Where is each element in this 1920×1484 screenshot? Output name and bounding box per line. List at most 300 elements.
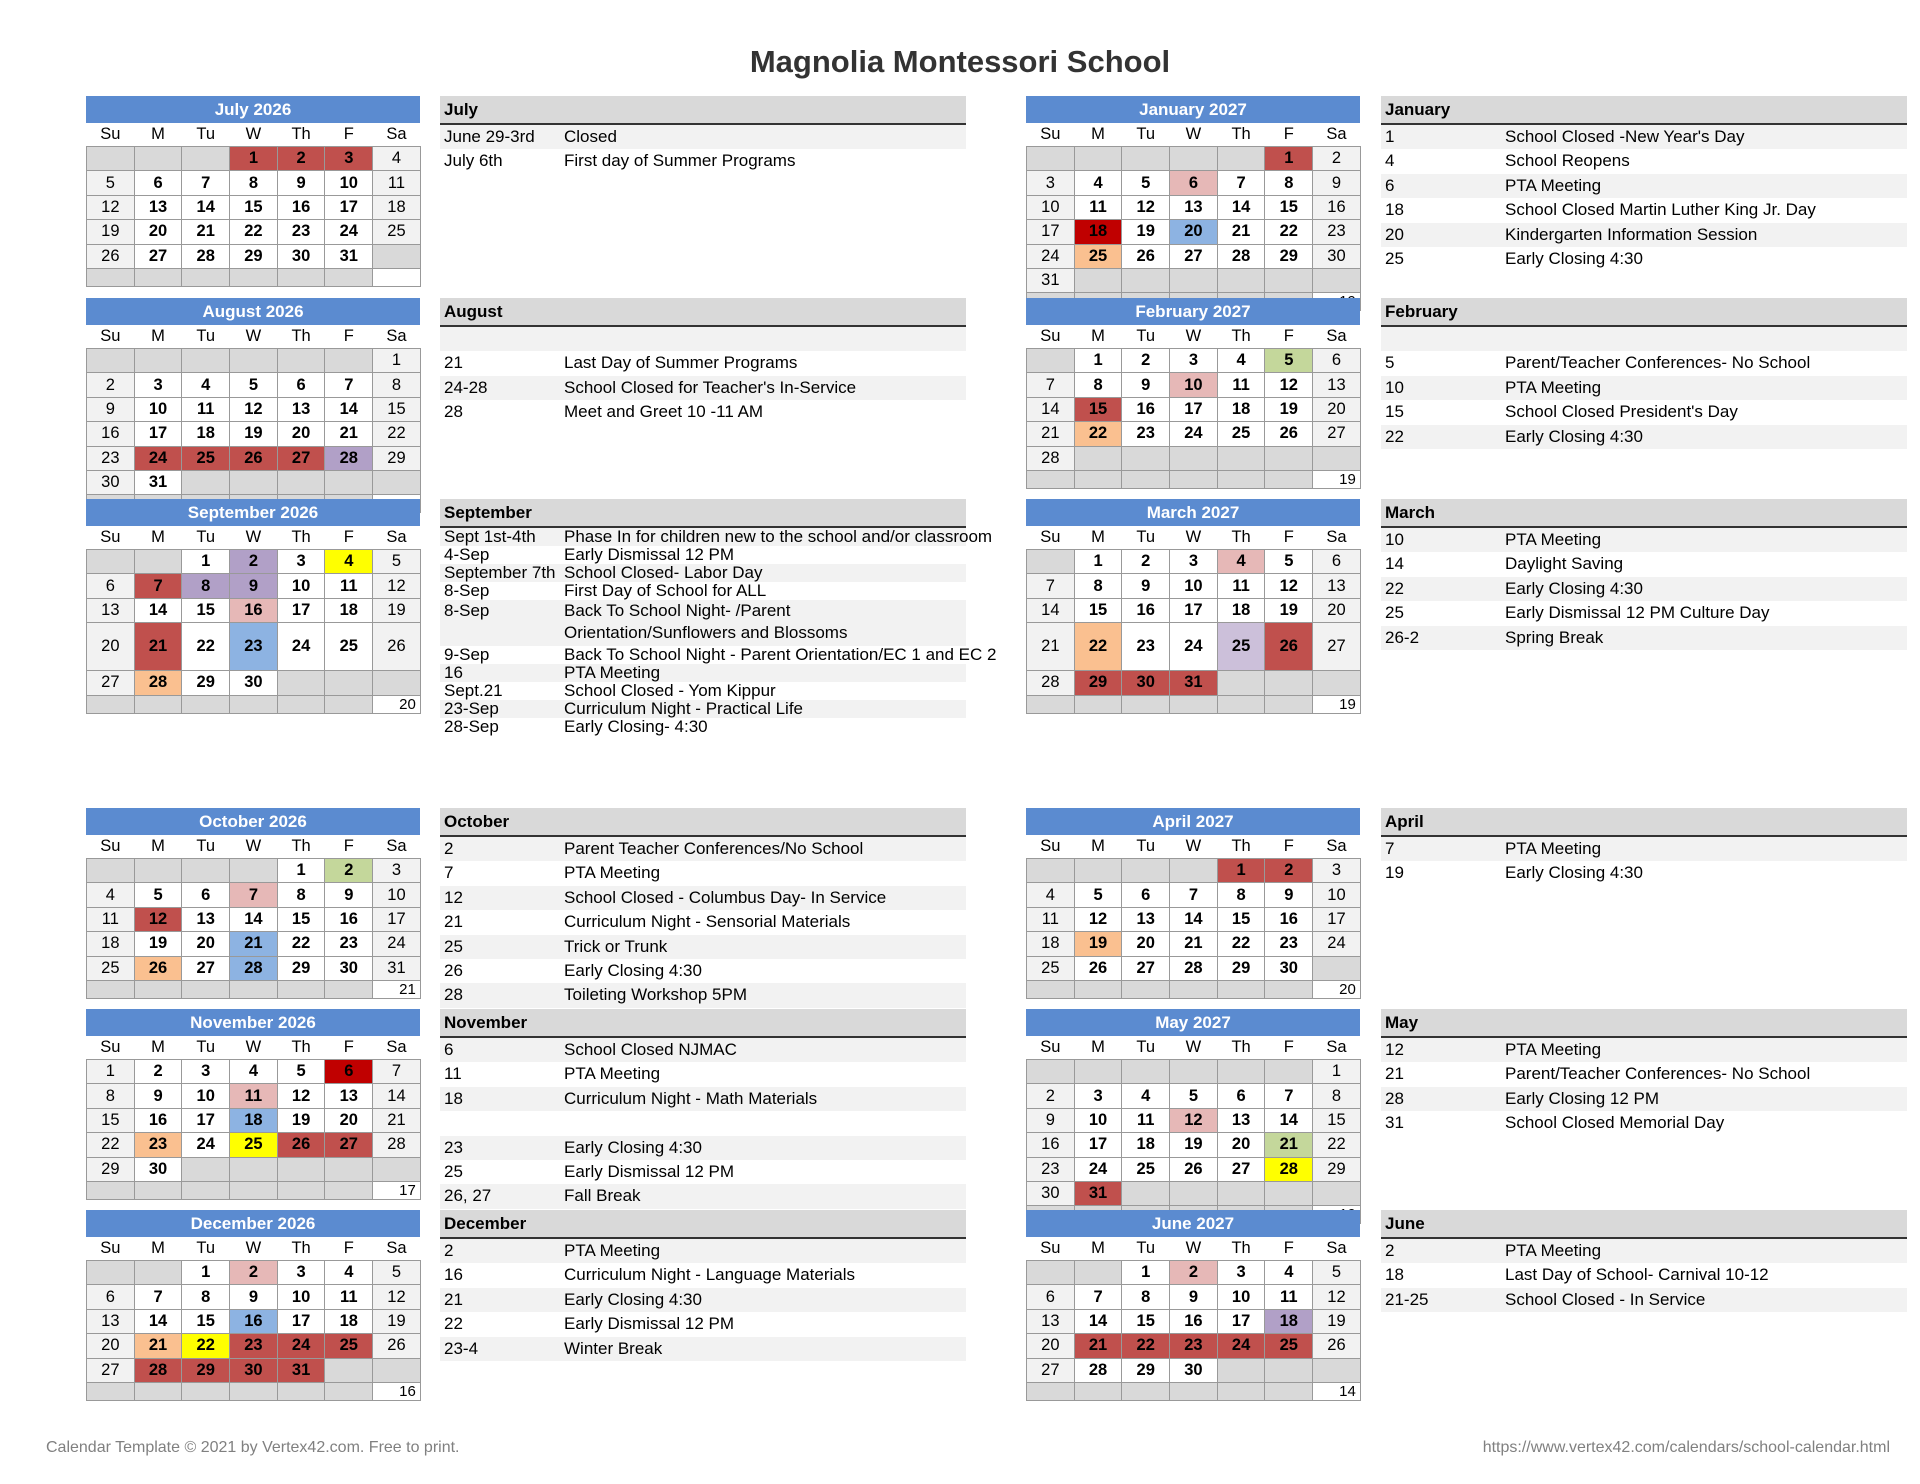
event-description: Curriculum Night - Practical Life — [564, 699, 804, 718]
day-cell: 16 — [1313, 195, 1361, 219]
footer-cell — [87, 1382, 135, 1400]
event-date: 28-Sep — [444, 717, 499, 736]
event-row — [1381, 1111, 1907, 1135]
footer-cell — [1217, 695, 1265, 713]
day-cell: 8 — [87, 1084, 135, 1108]
day-cell: 3 — [1074, 1084, 1122, 1108]
month-title: June 2027 — [1026, 1210, 1360, 1237]
event-description: Fall Break — [564, 1186, 641, 1206]
weekday-label: Tu — [1136, 125, 1156, 143]
day-cell: 20 — [1170, 220, 1218, 244]
event-row — [440, 1288, 966, 1312]
month-calendar — [86, 298, 420, 513]
weekday-label: W — [1185, 125, 1202, 143]
empty-day-cell — [325, 349, 373, 373]
event-description: PTA Meeting — [564, 663, 661, 682]
day-cell: 6 — [1027, 1285, 1075, 1309]
day-cell: 24 — [1027, 244, 1075, 268]
empty-day-cell — [1217, 268, 1265, 292]
day-cell: 2 — [87, 373, 135, 397]
day-cell: 27 — [1313, 623, 1361, 671]
empty-day-cell — [1074, 446, 1122, 470]
event-description: Parent Teacher Conferences/No School — [564, 839, 864, 858]
day-cell: 11 — [325, 574, 373, 598]
month-title: January 2027 — [1026, 96, 1360, 123]
event-description: Last Day of Summer Programs — [564, 353, 798, 373]
day-cell: 19 — [230, 422, 278, 446]
day-cell: 1 — [1074, 349, 1122, 373]
day-cell: 21 — [1217, 220, 1265, 244]
day-cell: 10 — [1170, 373, 1218, 397]
event-description: School Closed President's Day — [1505, 402, 1738, 422]
empty-day-cell — [1217, 147, 1265, 171]
footer-cell — [182, 268, 230, 286]
event-date: 31 — [1385, 1113, 1404, 1133]
day-cell: 13 — [1217, 1108, 1265, 1132]
footer-cell — [1074, 980, 1122, 998]
event-date: 26, 27 — [444, 1186, 492, 1206]
day-cell: 30 — [230, 1358, 278, 1382]
event-date: 25 — [444, 1161, 463, 1181]
day-cell: 4 — [1074, 171, 1122, 195]
empty-day-cell — [1074, 859, 1122, 883]
event-description: PTA Meeting — [1505, 1241, 1602, 1260]
events-month-title: July — [440, 96, 966, 125]
day-cell: 12 — [230, 397, 278, 421]
event-row — [1381, 528, 1907, 552]
day-cell: 13 — [277, 397, 325, 421]
event-row — [440, 1087, 966, 1111]
day-cell: 22 — [1074, 422, 1122, 446]
day-cell: 5 — [1074, 883, 1122, 907]
weekday-label: M — [1091, 125, 1105, 143]
weekday-label: Tu — [196, 837, 216, 855]
day-cell: 9 — [1122, 373, 1170, 397]
event-date: 14 — [1385, 554, 1404, 574]
event-date: 26 — [444, 960, 463, 980]
day-cell: 14 — [1217, 195, 1265, 219]
day-cell: 26 — [1170, 1157, 1218, 1181]
day-cell: 24 — [277, 623, 325, 671]
event-description: Daylight Saving — [1505, 554, 1624, 574]
day-cell: 28 — [373, 1133, 421, 1157]
day-cell: 23 — [277, 220, 325, 244]
day-cell: 30 — [230, 671, 278, 695]
weekday-label: Tu — [196, 1239, 216, 1257]
event-row — [440, 125, 966, 149]
day-cell: 16 — [1122, 598, 1170, 622]
event-description: PTA Meeting — [564, 1241, 661, 1260]
month-calendar — [1026, 1009, 1360, 1224]
event-date: 16 — [444, 1265, 463, 1285]
day-cell: 14 — [1027, 598, 1075, 622]
event-description: Closed — [564, 127, 617, 146]
event-row — [1381, 1288, 1907, 1312]
day-cell: 3 — [1170, 550, 1218, 574]
day-cell: 29 — [182, 671, 230, 695]
weekday-label: Th — [1231, 1038, 1251, 1056]
day-cell: 30 — [134, 1157, 182, 1181]
event-description: Trick or Trunk — [564, 936, 668, 956]
empty-day-cell — [134, 550, 182, 574]
day-cell: 11 — [230, 1084, 278, 1108]
day-cell: 30 — [277, 244, 325, 268]
event-description: Last Day of School- Carnival 10-12 — [1505, 1265, 1769, 1285]
weekday-label: F — [1283, 528, 1294, 546]
empty-day-cell — [182, 1157, 230, 1181]
weekday-label: F — [343, 327, 354, 345]
weekday-label: F — [343, 837, 354, 855]
day-cell: 14 — [134, 598, 182, 622]
event-date: 24-28 — [444, 377, 488, 397]
event-date: 22 — [1385, 426, 1404, 446]
day-cell: 31 — [134, 470, 182, 494]
weekday-label: W — [1185, 837, 1202, 855]
day-cell: 4 — [373, 147, 421, 171]
event-date: 1 — [1385, 127, 1395, 146]
footer-cell — [230, 268, 278, 286]
day-cell: 22 — [230, 220, 278, 244]
day-cell: 1 — [182, 550, 230, 574]
month-events — [1381, 499, 1907, 650]
empty-day-cell — [1313, 1181, 1361, 1205]
event-description: Curriculum Night - Sensorial Materials — [564, 912, 851, 932]
day-cell: 19 — [277, 1108, 325, 1132]
school-day-count: 16 — [373, 1382, 421, 1400]
month-calendar — [86, 1009, 420, 1200]
day-cell: 9 — [1265, 883, 1313, 907]
day-cell: 17 — [1027, 220, 1075, 244]
day-cell: 15 — [1074, 397, 1122, 421]
day-cell: 13 — [134, 195, 182, 219]
day-cell: 19 — [373, 598, 421, 622]
day-cell: 19 — [1122, 220, 1170, 244]
event-row — [440, 1263, 966, 1287]
day-cell: 28 — [1027, 446, 1075, 470]
weekday-label: Th — [1231, 327, 1251, 345]
event-description: School Closed NJMAC — [564, 1040, 737, 1059]
footer-cell — [325, 268, 373, 286]
event-date — [440, 1111, 564, 1135]
event-row — [1381, 601, 1907, 625]
weekday-label: W — [1185, 1038, 1202, 1056]
day-cell: 12 — [1265, 373, 1313, 397]
empty-day-cell — [1313, 671, 1361, 695]
footer-url[interactable]: https://www.vertex42.com/calendars/school-calendar.html — [1482, 1439, 1890, 1456]
event-row — [440, 376, 966, 400]
day-cell: 10 — [134, 397, 182, 421]
event-date: 2 — [1385, 1241, 1395, 1260]
day-cell: 18 — [325, 598, 373, 622]
day-cell: 7 — [1027, 373, 1075, 397]
footer-cell — [1074, 470, 1122, 488]
event-description: PTA Meeting — [1505, 175, 1602, 195]
events-month-title: April — [1381, 808, 1907, 837]
event-row — [440, 1038, 966, 1062]
event-date: 18 — [444, 1088, 463, 1108]
day-cell: 5 — [230, 373, 278, 397]
weekday-label: Sa — [386, 528, 407, 546]
day-cell: 6 — [277, 373, 325, 397]
empty-day-cell — [1122, 268, 1170, 292]
event-row — [440, 682, 966, 700]
event-row — [440, 886, 966, 910]
day-cell: 22 — [1313, 1133, 1361, 1157]
day-cell: 21 — [325, 422, 373, 446]
day-cell: 27 — [1170, 244, 1218, 268]
day-cell: 23 — [230, 1334, 278, 1358]
day-cell: 15 — [373, 397, 421, 421]
event-row — [440, 582, 966, 600]
day-cell: 16 — [230, 598, 278, 622]
day-cell: 17 — [1170, 397, 1218, 421]
day-cell: 28 — [1265, 1157, 1313, 1181]
day-cell: 29 — [1074, 671, 1122, 695]
day-cell: 6 — [87, 574, 135, 598]
day-cell: 24 — [1074, 1157, 1122, 1181]
day-cell: 29 — [230, 244, 278, 268]
day-cell: 11 — [182, 397, 230, 421]
footer-cell — [1122, 1382, 1170, 1400]
empty-day-cell — [87, 859, 135, 883]
day-cell: 15 — [1217, 907, 1265, 931]
weekday-label: Th — [291, 1239, 311, 1257]
weekday-label: Th — [1231, 125, 1251, 143]
empty-day-cell — [373, 1358, 421, 1382]
empty-day-cell — [1265, 268, 1313, 292]
day-cell: 5 — [277, 1060, 325, 1084]
month-calendar — [1026, 96, 1360, 311]
day-cell: 19 — [1313, 1309, 1361, 1333]
event-date: 28 — [444, 985, 463, 1005]
event-date: 22 — [1385, 578, 1404, 598]
day-cell: 21 — [1170, 932, 1218, 956]
weekday-label: Sa — [1326, 327, 1347, 345]
day-cell: 5 — [1265, 349, 1313, 373]
event-date: 28 — [444, 402, 463, 422]
day-cell: 17 — [134, 422, 182, 446]
day-cell: 17 — [182, 1108, 230, 1132]
day-cell: 28 — [1027, 671, 1075, 695]
weekday-label: Su — [100, 327, 121, 345]
day-cell: 18 — [1217, 397, 1265, 421]
empty-day-cell — [1027, 859, 1075, 883]
footer-cell — [230, 1382, 278, 1400]
day-cell: 30 — [1313, 244, 1361, 268]
day-cell: 27 — [1217, 1157, 1265, 1181]
day-cell: 2 — [325, 859, 373, 883]
day-cell: 19 — [134, 932, 182, 956]
weekday-label: Sa — [386, 125, 407, 143]
day-cell: 24 — [1170, 422, 1218, 446]
day-cell: 6 — [1122, 883, 1170, 907]
day-cell: 21 — [1265, 1133, 1313, 1157]
weekday-label: Th — [291, 125, 311, 143]
weekday-label: W — [1185, 528, 1202, 546]
day-cell: 7 — [1265, 1084, 1313, 1108]
footer-cell — [134, 1181, 182, 1199]
day-cell: 27 — [277, 446, 325, 470]
day-cell: 11 — [325, 1285, 373, 1309]
event-row — [1381, 837, 1907, 861]
event-description: Early Closing 4:30 — [1505, 578, 1643, 598]
month-calendar — [1026, 808, 1360, 999]
month-events — [440, 96, 966, 174]
footer-cell — [182, 980, 230, 998]
weekday-label: Th — [291, 528, 311, 546]
weekday-label: Sa — [1326, 528, 1347, 546]
day-cell: 10 — [1170, 574, 1218, 598]
day-cell: 21 — [134, 623, 182, 671]
day-cell: 4 — [325, 1261, 373, 1285]
footer-cell — [325, 980, 373, 998]
footer-cell — [230, 980, 278, 998]
empty-day-cell — [134, 349, 182, 373]
day-cell: 9 — [1027, 1108, 1075, 1132]
empty-day-cell — [373, 671, 421, 695]
day-cell: 12 — [87, 195, 135, 219]
footer-cell — [134, 1382, 182, 1400]
event-date: 18 — [1385, 200, 1404, 220]
day-cell: 14 — [325, 397, 373, 421]
day-cell: 1 — [373, 349, 421, 373]
day-cell: 22 — [1265, 220, 1313, 244]
day-cell: 25 — [1217, 623, 1265, 671]
day-cell: 13 — [325, 1084, 373, 1108]
weekday-label: Su — [100, 837, 121, 855]
footer-cell — [1170, 980, 1218, 998]
event-row — [1381, 174, 1907, 198]
day-cell: 1 — [230, 147, 278, 171]
day-cell: 28 — [134, 671, 182, 695]
events-month-title: February — [1381, 298, 1907, 327]
event-description: School Closed -New Year's Day — [1505, 127, 1745, 146]
day-cell: 28 — [1074, 1358, 1122, 1382]
event-row — [440, 149, 966, 173]
event-description: Early Closing 4:30 — [1505, 248, 1643, 268]
day-cell: 12 — [373, 1285, 421, 1309]
day-cell: 12 — [277, 1084, 325, 1108]
day-cell: 24 — [134, 446, 182, 470]
event-row — [440, 1111, 966, 1135]
event-date: 21 — [444, 912, 463, 932]
day-cell: 22 — [1122, 1334, 1170, 1358]
empty-day-cell — [1313, 446, 1361, 470]
day-cell: 16 — [230, 1309, 278, 1333]
weekday-label: W — [245, 125, 262, 143]
weekday-label: M — [151, 837, 165, 855]
event-date: 12 — [444, 887, 463, 907]
weekday-label: Tu — [1136, 528, 1156, 546]
day-cell: 20 — [87, 623, 135, 671]
events-month-title: December — [440, 1210, 966, 1239]
weekday-label: F — [1283, 837, 1294, 855]
day-cell: 20 — [1313, 598, 1361, 622]
event-date: 10 — [1385, 377, 1404, 397]
empty-day-cell — [1217, 671, 1265, 695]
event-row — [440, 935, 966, 959]
event-row — [440, 546, 966, 564]
footer-cell — [1027, 695, 1075, 713]
footer-cell — [87, 1181, 135, 1199]
day-cell: 8 — [373, 373, 421, 397]
day-cell: 16 — [134, 1108, 182, 1132]
event-description: School Closed Martin Luther King Jr. Day — [1505, 200, 1816, 220]
event-description: Curriculum Night - Language Materials — [564, 1265, 856, 1285]
day-cell: 22 — [1074, 623, 1122, 671]
day-cell: 25 — [1217, 422, 1265, 446]
event-row — [440, 1160, 966, 1184]
event-description: PTA Meeting — [564, 1064, 661, 1084]
event-row — [1381, 577, 1907, 601]
weekday-label: M — [151, 125, 165, 143]
empty-day-cell — [134, 859, 182, 883]
event-row — [440, 983, 966, 1007]
event-date: 4 — [1385, 151, 1395, 171]
day-cell: 9 — [1313, 171, 1361, 195]
day-cell: 24 — [325, 220, 373, 244]
weekday-label: Tu — [1136, 327, 1156, 345]
event-description: Back To School Night - Parent Orientation/EC 1 and EC 2 — [564, 645, 997, 664]
day-cell: 2 — [230, 1261, 278, 1285]
event-row — [440, 1136, 966, 1160]
event-description — [564, 1111, 966, 1135]
day-cell: 3 — [182, 1060, 230, 1084]
weekday-label: Su — [100, 1038, 121, 1056]
day-cell: 31 — [325, 244, 373, 268]
day-cell: 20 — [325, 1108, 373, 1132]
day-cell: 26 — [277, 1133, 325, 1157]
day-cell: 21 — [230, 932, 278, 956]
day-cell: 12 — [1122, 195, 1170, 219]
event-description: Early Closing 4:30 — [1505, 426, 1643, 446]
day-cell: 22 — [182, 623, 230, 671]
day-cell: 16 — [277, 195, 325, 219]
day-cell: 30 — [1170, 1358, 1218, 1382]
weekday-label: Su — [1040, 327, 1061, 345]
event-description: Back To School Night- /Parent Orientation/Sunflowers and Blossoms — [564, 601, 848, 642]
weekday-label: F — [343, 1239, 354, 1257]
footer-cell — [325, 1382, 373, 1400]
weekday-label: M — [151, 1038, 165, 1056]
day-cell: 10 — [182, 1084, 230, 1108]
day-cell: 8 — [1265, 171, 1313, 195]
footer-cell — [1027, 980, 1075, 998]
weekday-label: F — [343, 528, 354, 546]
empty-day-cell — [373, 470, 421, 494]
month-title: April 2027 — [1026, 808, 1360, 835]
day-cell: 5 — [373, 550, 421, 574]
day-cell: 29 — [1122, 1358, 1170, 1382]
day-cell: 22 — [182, 1334, 230, 1358]
weekday-label: Tu — [196, 1038, 216, 1056]
weekday-label: Th — [291, 1038, 311, 1056]
weekday-label: W — [245, 837, 262, 855]
day-cell: 22 — [277, 932, 325, 956]
month-title: May 2027 — [1026, 1009, 1360, 1036]
day-cell: 14 — [1074, 1309, 1122, 1333]
event-row — [1381, 1239, 1907, 1263]
day-cell: 2 — [134, 1060, 182, 1084]
footer-cell — [1074, 695, 1122, 713]
weekday-label: M — [151, 1239, 165, 1257]
event-row — [440, 1312, 966, 1336]
school-day-count: 19 — [1313, 695, 1361, 713]
weekday-label: Sa — [386, 327, 407, 345]
day-cell: 4 — [1027, 883, 1075, 907]
day-cell: 15 — [277, 907, 325, 931]
day-cell: 29 — [87, 1157, 135, 1181]
